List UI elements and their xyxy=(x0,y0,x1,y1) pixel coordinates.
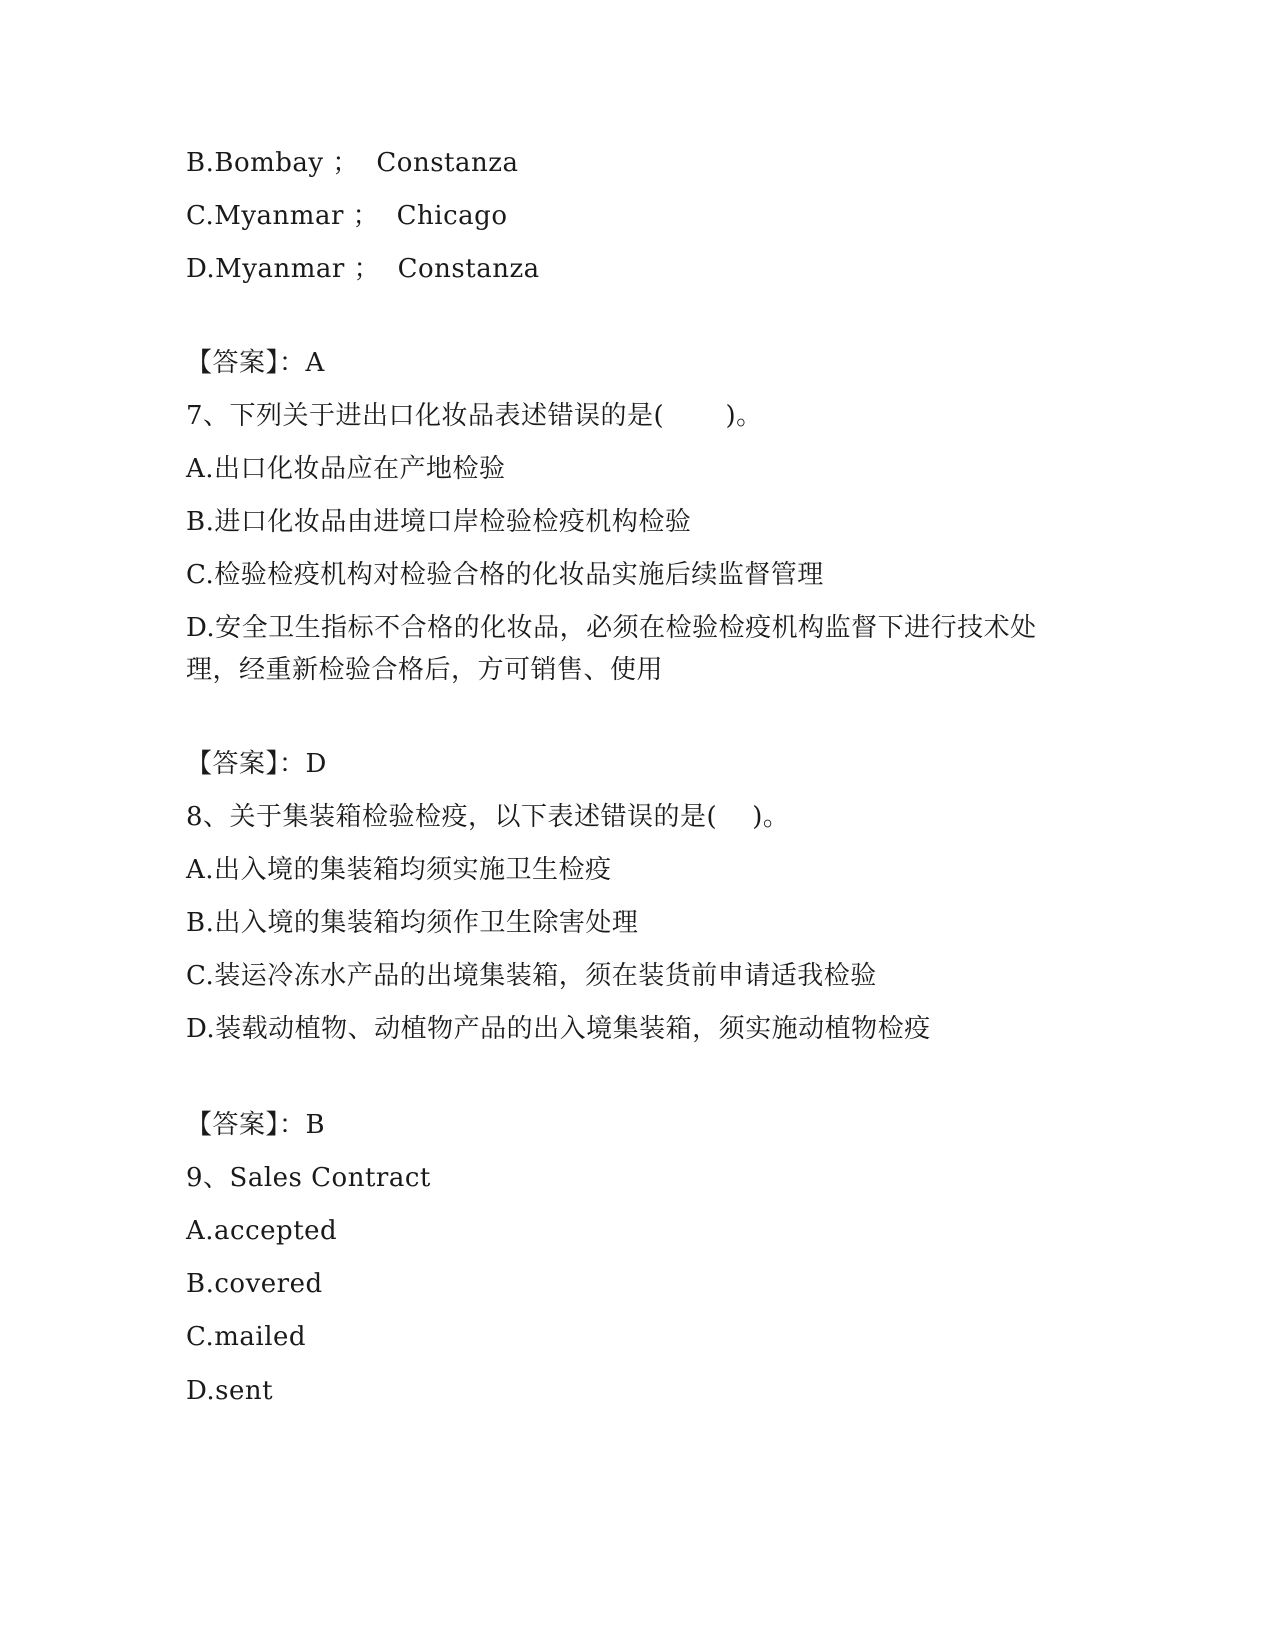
q9-option-a: A.accepted xyxy=(186,1216,338,1246)
q8-answer: 【答案】：B xyxy=(186,1110,326,1140)
q7-option-c: C.检验检疫机构对检验合格的化妆品实施后续监督管理 xyxy=(186,560,824,590)
q7-answer: 【答案】：D xyxy=(186,749,327,779)
q8-option-c: C.装运冷冻水产品的出境集装箱，须在装货前申请适我检验 xyxy=(186,961,877,991)
q9-option-b: B.covered xyxy=(186,1269,323,1299)
q9-option-c: C.mailed xyxy=(186,1322,307,1352)
q8-option-a: A.出入境的集装箱均须实施卫生检疫 xyxy=(186,855,612,885)
q7-option-b: B.进口化妆品由进境口岸检验检疫机构检验 xyxy=(186,507,692,537)
q7-option-d: D.安全卫生指标不合格的化妆品，必须在检验检疫机构监督下进行技术处理，经重新检验合格后，方可销售、使用 xyxy=(186,613,1037,685)
q8-question: 8、关于集装箱检验检疫，以下表述错误的是( )。 xyxy=(186,802,790,832)
q7-option-a: A.出口化妆品应在产地检验 xyxy=(186,454,506,484)
q7-question: 7、下列关于进出口化妆品表述错误的是( )。 xyxy=(186,401,763,431)
q8-option-d: D.装载动植物、动植物产品的出入境集装箱，须实施动植物检疫 xyxy=(186,1014,931,1044)
q6-option-c: C.Myanmar ； Chicago xyxy=(186,201,508,231)
q6-option-b: B.Bombay ； Constanza xyxy=(186,148,519,178)
q9-option-d: D.sent xyxy=(186,1376,274,1406)
q6-answer: 【答案】：A xyxy=(186,348,325,378)
q9-question: 9、Sales Contract xyxy=(186,1163,431,1193)
q8-option-b: B.出入境的集装箱均须作卫生除害处理 xyxy=(186,908,639,938)
q6-option-d: D.Myanmar ； Constanza xyxy=(186,254,540,284)
